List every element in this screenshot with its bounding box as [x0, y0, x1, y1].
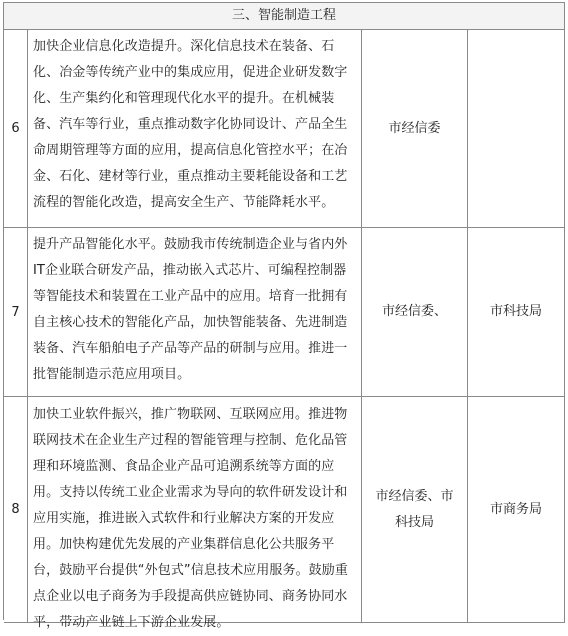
lead-unit-text: 市经信委、 [381, 304, 447, 319]
lead-unit [362, 30, 468, 228]
lead-unit [362, 228, 468, 397]
row-number-text: 8 [11, 502, 20, 517]
cooperating-unit [468, 30, 565, 228]
row-number [4, 397, 28, 623]
row-number [4, 228, 28, 397]
cooperating-unit-text: 市科技局 [489, 304, 542, 319]
task-table [3, 2, 565, 630]
description-text: 加快企业信息化改造提升。深化信息技术在装备、石化、冶金等传统产业中的集成应用，促进企业研发数字化、生产集约化和管理现代化水平的提升。在机械装备、汽车等行业，重点推动数字化协同设计、产品全生命周期管理等方面的应用，提高信息化管控水平；在冶金、石化、建材等行业，重点推动主要耗能设备和工艺流程的智能化改造，提高安全生产、节能降耗水平。 [33, 39, 348, 210]
description-text: 提升产品智能化水平。鼓励我市传统制造企业与省内外IT企业联合研发产品，推动嵌入式芯片、可编程控制器等智能技术和装置在工业产品中的应用。培育一批拥有自主核心技术的智能化产品，加快智能装备、先进制造装备、汽车船舶电子产品等产品的研制与应用。推进一批智能制造示范应用项目。 [33, 237, 348, 382]
row-description [28, 397, 362, 630]
row-number-text: 7 [11, 304, 20, 320]
row-description [28, 30, 362, 228]
description-text: 加快工业软件振兴，推广物联网、互联网应用。推进物联网技术在企业生产过程的智能管理与控制、危化品管理和环境监测、食品企业产品可追溯系统等方面的应用。支持以传统工业企业需求为导向的软件研发设计和应用实施，推进嵌入式软件和行业解决方案的开发应用。加快构建优先发展的产业集群信息化公共服务平台，鼓励平台提供“外包式”信息技术应用服务。鼓励重点企业以电子商务为手段提高供应链协同、商务协同水平，带动产业链上下游企业发展。 [33, 407, 348, 630]
lead-unit-text: 市经信委、市科技局 [375, 488, 454, 530]
lead-unit-text: 市经信委 [388, 120, 441, 136]
cooperating-unit [468, 397, 565, 623]
row-number-text: 6 [11, 121, 20, 136]
cooperating-unit [468, 228, 565, 397]
section-title: 三、智能制造工程 [4, 3, 565, 30]
lead-unit [362, 397, 468, 623]
cooperating-unit-text: 市商务局 [489, 501, 542, 517]
row-number [4, 30, 28, 228]
row-description [28, 228, 362, 397]
